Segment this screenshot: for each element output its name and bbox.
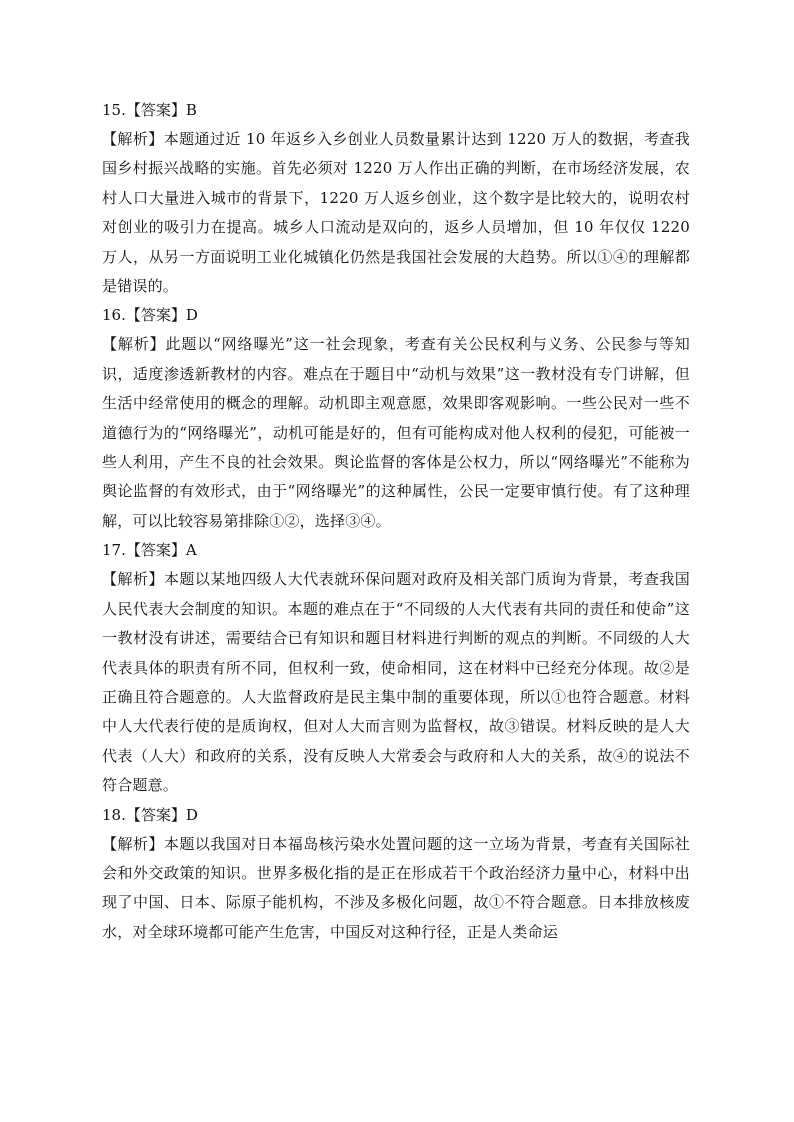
answer-17: 17.【答案】A: [102, 541, 197, 560]
answer-18: 18.【答案】D: [102, 805, 198, 824]
answer-15: 15.【答案】B: [102, 101, 197, 119]
analysis-15: 【解析】本题通过近 10 年返乡入乡创业人员数量累计达到 1220 万人的数据，考查我国乡村振兴战略的实施。首先必须对 1220 万人作出正确的判断，在市场经济发展，农村人口大量进入城市的背景下，1220 万人返乡创业，这个数字是比较大的，说明农村对创业的吸引力在提高。城乡人口流动是双向的，返乡人员增加，但 10 年仅仅 1220 万人，从另一方面说明工业化城镇化仍然是我国社会发展的大趋势。所以①④的理解都是错误的。: [102, 130, 690, 296]
analysis-17: 【解析】本题以某地四级人大代表就环保问题对政府及相关部门质询为背景，考查我国人民代表大会制度的知识。本题的难点在于“不同级的人大代表有共同的责任和使命”这一教材没有讲述，需要结合已有知识和题目材料进行判断的观点的判断。不同级的人大代表具体的职责有所不同，但权利一致，使命相同，这在材料中已经充分体现。故②是正确且符合题意的。人大监督政府是民主集中制的重要体现，所以①也符合题意。材料中人大代表行使的是质询权，但对人大而言则为监督权，故③错误。材料反映的是人大代表（人大）和政府的关系，没有反映人大常委会与政府和人大的关系，故④的说法不符合题意。: [102, 570, 690, 795]
answer-16: 16.【答案】D: [102, 306, 198, 325]
answer-sheet: [102, 96, 690, 947]
analysis-18: 【解析】本题以我国对日本福岛核污染水处置问题的这一立场为背景，考查有关国际社会和外交政策的知识。世界多极化指的是正在形成若干个政治经济力量中心，材料中出现了中国、日本、际原子能机构，不涉及多极化问题，故①不符合题意。日本排放核废水，对全球环境都可能产生危害，中国反对这种行径，正是人类命运: [102, 834, 690, 941]
analysis-16: 【解析】此题以“网络曝光”这一社会现象，考查有关公民权利与义务、公民参与等知识，适度渗透新教材的内容。难点在于题目中“动机与效果”这一教材没有专门讲解，但生活中经常使用的概念的理解。动机即主观意愿，效果即客观影响。一些公民对一些不道德行为的“网络曝光”，动机可能是好的，但有可能构成对他人权利的侵犯，可能被一些人利用，产生不良的社会效果。舆论监督的客体是公权力，所以“网络曝光”不能称为舆论监督的有效形式，由于“网络曝光”的这种属性，公民一定要审慎行使。有了这种理解，可以比较容易第排除①②，选择③④。: [102, 335, 690, 530]
